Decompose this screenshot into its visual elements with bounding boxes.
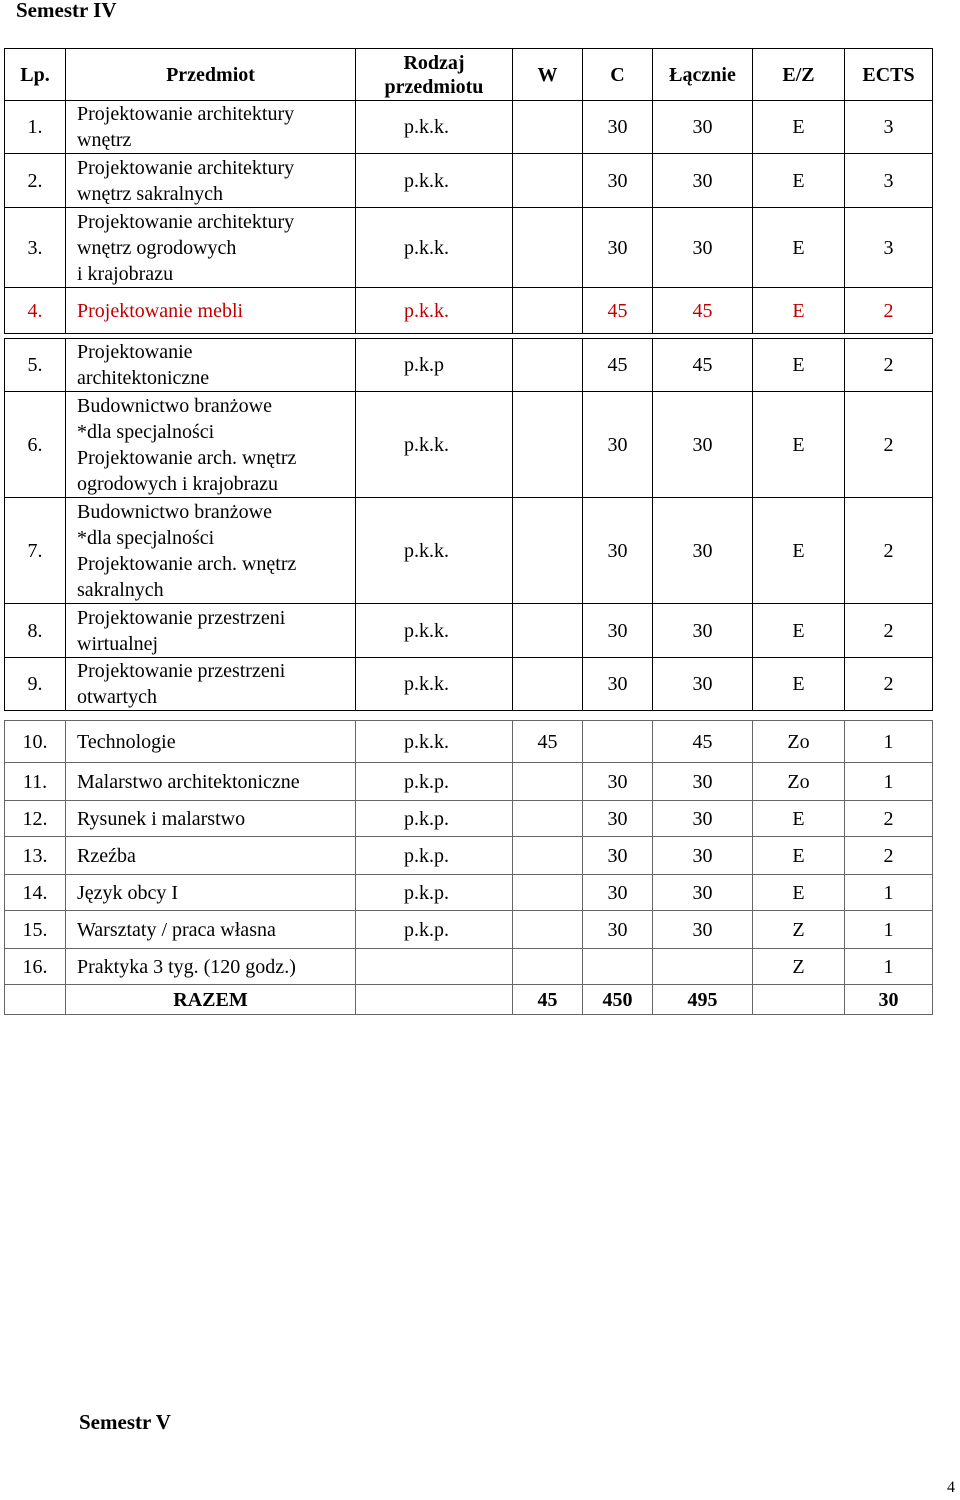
cell-c: 30: [583, 604, 653, 658]
table-row: [5, 339, 933, 392]
cell-rodzaj: p.k.k.: [356, 604, 513, 658]
cell-lp: 1.: [5, 101, 66, 154]
cell-lacznie: 30: [653, 911, 753, 949]
cell-rodzaj: p.k.k.: [356, 288, 513, 334]
subject-line: Projektowanie przestrzeni: [77, 660, 286, 682]
cell-c: 30: [583, 801, 653, 837]
total-ez: [753, 985, 845, 1015]
cell-rodzaj: p.k.k.: [356, 498, 513, 604]
rows-part-2: [5, 339, 933, 711]
cell-ects: 2: [845, 837, 933, 875]
cell-rodzaj: p.k.k.: [356, 721, 513, 763]
cell-rodzaj: p.k.p.: [356, 763, 513, 801]
cell-c: 30: [583, 911, 653, 949]
cell-c: 30: [583, 763, 653, 801]
cell-lacznie: 30: [653, 498, 753, 604]
subject-line: architektoniczne: [77, 367, 210, 389]
subject-line: Język obcy I: [77, 881, 179, 904]
table-row: [5, 288, 933, 334]
cell-ects: 3: [845, 101, 933, 154]
cell-w: [513, 801, 583, 837]
cell-ects: 1: [845, 763, 933, 801]
subject-line: Projektowanie arch. wnętrz: [77, 446, 297, 469]
cell-lp: 5.: [5, 339, 66, 392]
header-w: W: [513, 49, 583, 101]
cell-rodzaj: p.k.p.: [356, 911, 513, 949]
total-lp: [5, 985, 66, 1015]
cell-przedmiot: [66, 154, 356, 208]
cell-przedmiot: [66, 911, 356, 949]
cell-c: 30: [583, 837, 653, 875]
table-row: [5, 949, 933, 985]
cell-w: [513, 392, 583, 498]
header-c: C: [583, 49, 653, 101]
cell-w: [513, 837, 583, 875]
total-rodzaj: [356, 985, 513, 1015]
cell-w: 45: [513, 721, 583, 763]
cell-ez: E: [753, 875, 845, 911]
header-lp: Lp.: [5, 49, 66, 101]
cell-lp: 11.: [5, 763, 66, 801]
total-w: 45: [513, 985, 583, 1015]
cell-ez: Z: [753, 949, 845, 985]
cell-ects: 2: [845, 658, 933, 711]
cell-lp: 9.: [5, 658, 66, 711]
subject-line: Projektowanie mebli: [77, 299, 244, 322]
subject-line: wirtualnej: [77, 632, 159, 655]
cell-c: 30: [583, 392, 653, 498]
cell-przedmiot: [66, 721, 356, 763]
subject-line: wnętrz ogrodowych: [77, 236, 237, 259]
cell-w: [513, 154, 583, 208]
subject-line: Projektowanie architektury: [77, 210, 295, 233]
cell-ects: 2: [845, 801, 933, 837]
cell-ez: E: [753, 392, 845, 498]
total-label: RAZEM: [66, 985, 356, 1015]
subject-line: otwartych: [77, 686, 157, 708]
cell-w: [513, 339, 583, 392]
cell-lp: 8.: [5, 604, 66, 658]
cell-w: [513, 875, 583, 911]
subject-line: Malarstwo architektoniczne: [77, 770, 300, 793]
next-semester-heading: Semestr V: [79, 1410, 171, 1434]
cell-lp: 4.: [5, 288, 66, 334]
subject-line: Budownictwo branżowe: [77, 394, 272, 417]
subject-line: *dla specjalności: [77, 526, 215, 549]
rows-part-3: [5, 721, 933, 985]
cell-przedmiot: [66, 875, 356, 911]
cell-lacznie: 30: [653, 154, 753, 208]
cell-lacznie: 30: [653, 604, 753, 658]
cell-lacznie: 30: [653, 801, 753, 837]
total-ects: 30: [845, 985, 933, 1015]
cell-przedmiot: [66, 604, 356, 658]
table-row: [5, 721, 933, 763]
subject-line: Rzeźba: [77, 844, 136, 867]
header-ez: E/Z: [753, 49, 845, 101]
cell-ez: E: [753, 837, 845, 875]
cell-przedmiot: [66, 658, 356, 711]
cell-lacznie: 45: [653, 288, 753, 334]
cell-ects: 2: [845, 604, 933, 658]
cell-ez: E: [753, 154, 845, 208]
cell-c: 30: [583, 208, 653, 288]
cell-ects: 2: [845, 288, 933, 334]
rows-part-1: [5, 101, 933, 334]
cell-lacznie: [653, 949, 753, 985]
header-rodzaj-line2: przedmiotu: [384, 75, 484, 98]
cell-ez: E: [753, 339, 845, 392]
cell-rodzaj: p.k.p: [356, 339, 513, 392]
cell-przedmiot: [66, 101, 356, 154]
cell-c: 30: [583, 154, 653, 208]
cell-przedmiot: [66, 763, 356, 801]
cell-c: 30: [583, 498, 653, 604]
cell-lacznie: 45: [653, 339, 753, 392]
cell-c: 30: [583, 101, 653, 154]
cell-rodzaj: p.k.k.: [356, 101, 513, 154]
cell-lacznie: 30: [653, 875, 753, 911]
cell-ects: 3: [845, 154, 933, 208]
page-number: 4: [947, 1479, 955, 1496]
subject-line: sakralnych: [77, 578, 164, 601]
table-header-row: [5, 49, 933, 101]
cell-lacznie: 45: [653, 721, 753, 763]
cell-przedmiot: [66, 288, 356, 334]
cell-lacznie: 30: [653, 763, 753, 801]
header-przedmiot: Przedmiot: [66, 49, 356, 101]
total-c: 450: [583, 985, 653, 1015]
header-rodzaj-line1: Rodzaj: [403, 51, 465, 74]
course-table-part-3: [4, 720, 933, 1015]
cell-rodzaj: p.k.k.: [356, 658, 513, 711]
cell-ez: E: [753, 604, 845, 658]
page-title: Semestr IV: [16, 0, 117, 22]
total-row: [5, 985, 933, 1015]
cell-lp: 12.: [5, 801, 66, 837]
table-row: [5, 763, 933, 801]
course-table-part-1: [4, 48, 933, 334]
course-table-part-2: [4, 338, 933, 711]
subject-line: wnętrz sakralnych: [77, 182, 224, 205]
subject-line: Technologie: [77, 730, 176, 753]
subject-line: i krajobrazu: [77, 262, 174, 285]
cell-rodzaj: [356, 949, 513, 985]
cell-ez: Zo: [753, 721, 845, 763]
cell-przedmiot: [66, 392, 356, 498]
table-row: [5, 911, 933, 949]
cell-lp: 2.: [5, 154, 66, 208]
cell-c: 45: [583, 339, 653, 392]
subject-line: Projektowanie: [77, 341, 193, 363]
cell-ects: 2: [845, 498, 933, 604]
cell-lacznie: 30: [653, 208, 753, 288]
cell-c: 30: [583, 658, 653, 711]
subject-line: Rysunek i malarstwo: [77, 807, 246, 830]
cell-ects: 1: [845, 875, 933, 911]
cell-lp: 10.: [5, 721, 66, 763]
cell-lp: 14.: [5, 875, 66, 911]
cell-lacznie: 30: [653, 392, 753, 498]
cell-lacznie: 30: [653, 101, 753, 154]
cell-ez: E: [753, 658, 845, 711]
cell-lp: 6.: [5, 392, 66, 498]
cell-rodzaj: p.k.p.: [356, 801, 513, 837]
cell-przedmiot: [66, 949, 356, 985]
cell-przedmiot: [66, 339, 356, 392]
table-row: [5, 658, 933, 711]
cell-lp: 13.: [5, 837, 66, 875]
subject-line: *dla specjalności: [77, 420, 215, 443]
cell-ez: E: [753, 208, 845, 288]
cell-w: [513, 911, 583, 949]
cell-przedmiot: [66, 801, 356, 837]
cell-lp: 3.: [5, 208, 66, 288]
subject-line: Praktyka 3 tyg. (120 godz.): [77, 955, 296, 978]
subject-line: Projektowanie przestrzeni: [77, 606, 286, 629]
cell-ez: E: [753, 288, 845, 334]
cell-ects: 1: [845, 721, 933, 763]
cell-rodzaj: p.k.k.: [356, 154, 513, 208]
table-row: [5, 604, 933, 658]
subject-line: Projektowanie architektury: [77, 103, 295, 125]
table-row: [5, 837, 933, 875]
subject-line: Projektowanie arch. wnętrz: [77, 552, 297, 575]
cell-w: [513, 101, 583, 154]
table-row: [5, 498, 933, 604]
cell-c: [583, 949, 653, 985]
cell-ez: E: [753, 498, 845, 604]
cell-przedmiot: [66, 208, 356, 288]
cell-w: [513, 763, 583, 801]
header-rodzaj: [356, 49, 513, 101]
cell-ects: 3: [845, 208, 933, 288]
table-row: [5, 101, 933, 154]
table-row: [5, 801, 933, 837]
cell-c: [583, 721, 653, 763]
cell-ez: E: [753, 801, 845, 837]
header-ects: ECTS: [845, 49, 933, 101]
cell-w: [513, 949, 583, 985]
subject-line: wnętrz: [77, 129, 132, 151]
table-row: [5, 208, 933, 288]
cell-lp: 15.: [5, 911, 66, 949]
cell-przedmiot: [66, 837, 356, 875]
cell-w: [513, 498, 583, 604]
cell-lp: 7.: [5, 498, 66, 604]
cell-lacznie: 30: [653, 837, 753, 875]
cell-w: [513, 208, 583, 288]
cell-c: 30: [583, 875, 653, 911]
cell-ects: 1: [845, 949, 933, 985]
header-lacznie: Łącznie: [653, 49, 753, 101]
subject-line: Projektowanie architektury: [77, 156, 295, 179]
cell-przedmiot: [66, 498, 356, 604]
subject-line: Warsztaty / praca własna: [77, 918, 276, 941]
cell-ects: 2: [845, 339, 933, 392]
cell-rodzaj: p.k.p.: [356, 837, 513, 875]
cell-lacznie: 30: [653, 658, 753, 711]
cell-rodzaj: p.k.p.: [356, 875, 513, 911]
subject-line: ogrodowych i krajobrazu: [77, 472, 279, 495]
cell-rodzaj: p.k.k.: [356, 392, 513, 498]
cell-w: [513, 288, 583, 334]
cell-ects: 2: [845, 392, 933, 498]
cell-c: 45: [583, 288, 653, 334]
cell-ez: E: [753, 101, 845, 154]
cell-ects: 1: [845, 911, 933, 949]
cell-ez: Z: [753, 911, 845, 949]
table-row: [5, 392, 933, 498]
cell-rodzaj: p.k.k.: [356, 208, 513, 288]
total-lacznie: 495: [653, 985, 753, 1015]
table-row: [5, 154, 933, 208]
cell-lp: 16.: [5, 949, 66, 985]
cell-ez: Zo: [753, 763, 845, 801]
table-row: [5, 875, 933, 911]
subject-line: Budownictwo branżowe: [77, 500, 272, 523]
cell-w: [513, 658, 583, 711]
cell-w: [513, 604, 583, 658]
